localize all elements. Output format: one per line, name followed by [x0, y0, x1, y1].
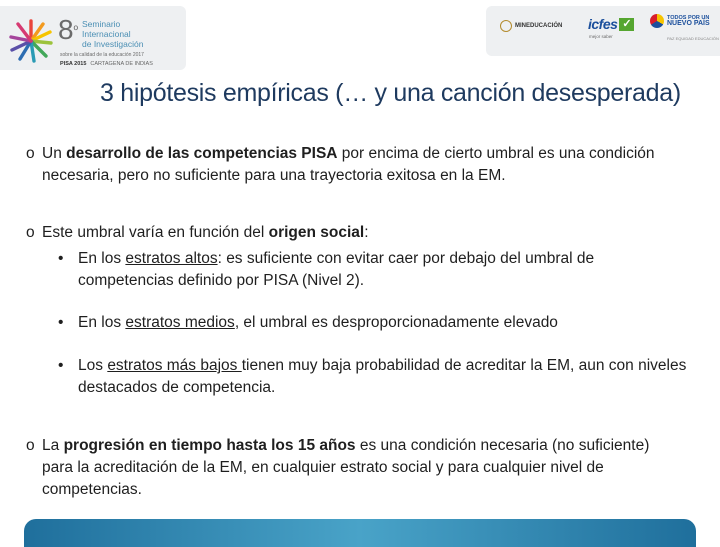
flower-icon [650, 14, 664, 28]
checkmark-icon: ✓ [619, 18, 634, 31]
dot-bullet: • [58, 357, 64, 374]
footer-bar [24, 519, 696, 547]
icfes-logo: icfes ✓ [588, 16, 634, 32]
hypothesis-2: o Este umbral varía en función del origen social: [26, 222, 686, 244]
seminar-logo-panel [0, 6, 186, 70]
hypothesis-3: o La progresión en tiempo hasta los 15 años es una condición necesaria (no suficiente) para la acreditación de la EM, en cualquier estrato social y para cualquier nivel de competencias. [26, 437, 650, 498]
sub-point-estratos-medios: • En los estratos medios, el umbral es desproporcionadamente elevado [58, 312, 698, 334]
circle-bullet: o [26, 224, 35, 241]
circle-bullet: o [26, 145, 35, 162]
seminar-star-logo-icon [8, 18, 54, 64]
seminar-name: Seminario Internacional de Investigación [82, 19, 144, 49]
header-banner [0, 0, 720, 72]
hypothesis-1: o Un desarrollo de las competencias PISA por encima de cierto umbral es una condición necesaria, pero no suficiente para una trayectoria exitosa en la EM. [26, 145, 655, 184]
circle-bullet: o [26, 437, 35, 454]
seminar-number: $8^º$ [58, 14, 78, 45]
sub-point-estratos-bajos: • Los estratos más bajos tienen muy baja probabilidad de acreditar la EM, aun con niveles destacados de competencia. [58, 357, 687, 396]
dot-bullet: • [58, 250, 64, 267]
dot-bullet: • [58, 314, 64, 331]
mineducacion-logo: MINEDUCACIÓN [500, 20, 562, 32]
slide-title: 3 hipótesis empíricas (… y una canción desesperada) [100, 79, 681, 107]
colombia-seal-icon [500, 20, 512, 32]
icfes-tagline: mejor saber [589, 34, 613, 39]
todos-tagline: PAZ EQUIDAD EDUCACIÓN [667, 36, 719, 41]
seminar-pisa-place: PISA 2015 CARTAGENA DE INDIAS [60, 61, 153, 67]
sub-point-estratos-altos: • En los estratos altos: es suficiente con evitar caer por debajo del umbral de competencias definido por PISA (Nivel 2). [58, 250, 595, 289]
todos-por-un-nuevo-pais-logo: TODOS POR UN NUEVO PAÍS [650, 14, 710, 28]
seminar-subtitle: sobre la calidad de la educación 2017 [60, 52, 144, 58]
